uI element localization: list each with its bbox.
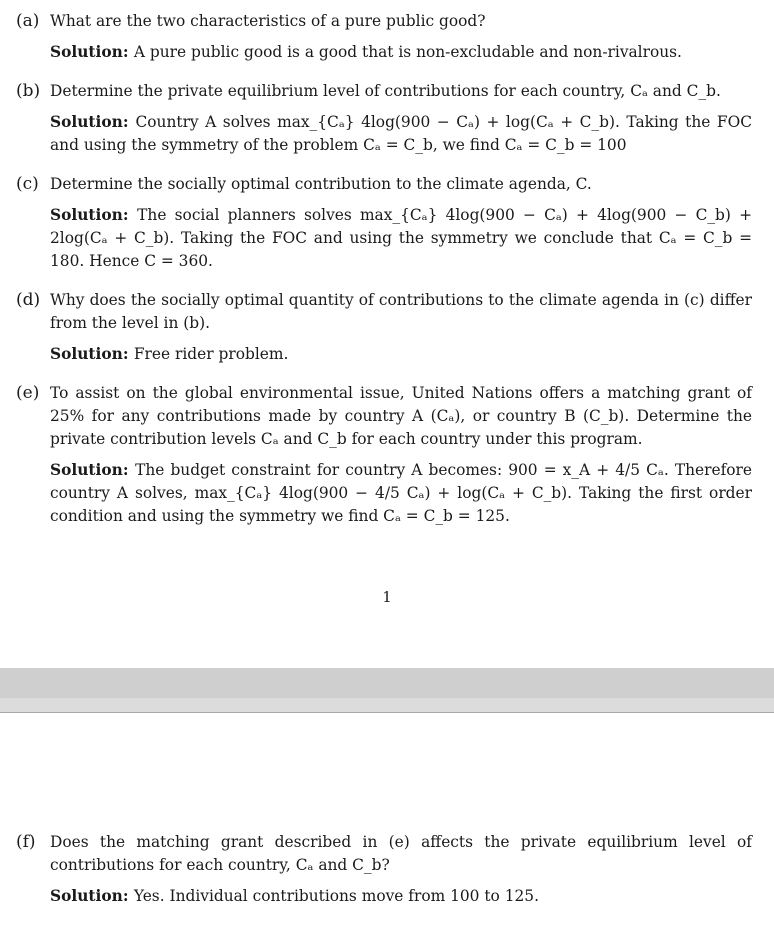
item-label: (f) xyxy=(16,832,36,852)
solution-block xyxy=(50,111,752,157)
question-text: Does the matching grant described in (e) affects the private equilibrium level of contributions for each country, Cₐ and C_b? xyxy=(50,833,752,874)
item-label: (a) xyxy=(16,11,40,31)
solution-label: Solution: xyxy=(50,43,134,61)
solution-block xyxy=(50,459,752,528)
solution-block xyxy=(50,343,752,366)
solution-text: Country A solves max_{Cₐ} 4log(900 − Cₐ) + log(Cₐ + C_b). Taking the FOC and using the symmetry of the problem Cₐ = C_b, we find Cₐ = C_b = 100 xyxy=(50,113,752,154)
item-label: (d) xyxy=(16,290,41,310)
solution-text: Yes. Individual contributions move from 100 to 125. xyxy=(133,887,539,905)
solution-label: Solution: xyxy=(50,461,136,479)
solution-block xyxy=(50,885,752,908)
solution-label: Solution: xyxy=(50,206,138,224)
item-label: (e) xyxy=(16,383,40,403)
item-label: (b) xyxy=(16,81,41,101)
page-separator xyxy=(0,668,774,713)
item-label: (c) xyxy=(16,174,39,194)
question-text: Determine the private equilibrium level of contributions for each country, Cₐ and C_b. xyxy=(50,82,721,100)
page-number: 1 xyxy=(382,588,392,606)
question-text: To assist on the global environmental issue, United Nations offers a matching grant of 25% for any contributions made by country A (Cₐ), or country B (C_b). Determine the private contribution levels Cₐ and C_b for each country under this program. xyxy=(50,384,752,448)
solution-label: Solution: xyxy=(50,113,136,131)
solution-label: Solution: xyxy=(50,887,134,905)
solution-text: The budget constraint for country A becomes: 900 = x_A + 4/5 Cₐ. Therefore country A solves, max_{Cₐ} 4log(900 − 4/5 Cₐ) + log(Cₐ + C_b). Taking the first order condition and using the symmetry we find Cₐ = C_b = 125. xyxy=(50,461,752,525)
solution-text: A pure public good is a good that is non-excludable and non-rivalrous. xyxy=(133,43,682,61)
solution-label: Solution: xyxy=(50,345,134,363)
question-text: Why does the socially optimal quantity of contributions to the climate agenda in (c) differ from the level in (b). xyxy=(50,291,752,332)
page-separator-shade xyxy=(0,668,774,698)
question-text: What are the two characteristics of a pure public good? xyxy=(50,12,486,30)
solution-block xyxy=(50,41,752,64)
solution-text: The social planners solves max_{Cₐ} 4log(900 − Cₐ) + 4log(900 − C_b) + 2log(Cₐ + C_b). Taking the FOC and using the symmetry we conclude that Cₐ = C_b = 180. Hence C = 360. xyxy=(50,206,752,270)
solution-text: Free rider problem. xyxy=(133,345,289,363)
question-text: Determine the socially optimal contribution to the climate agenda, C. xyxy=(50,175,592,193)
solution-block xyxy=(50,204,752,273)
